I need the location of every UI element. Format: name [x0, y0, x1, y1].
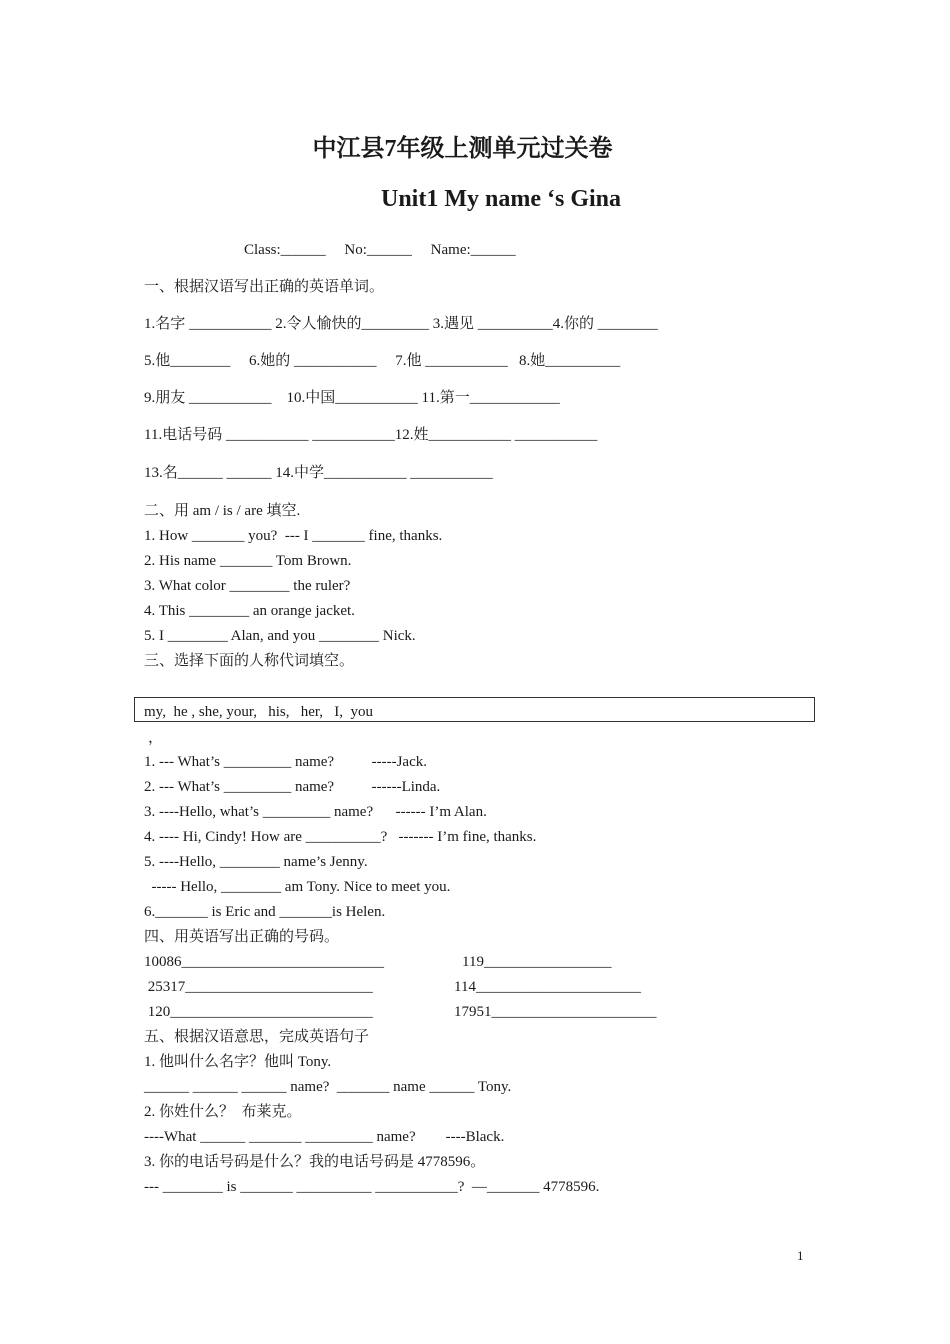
- exercise-line: 11.电话号码 ___________ ___________12.姓___________ ___________: [144, 427, 598, 443]
- section-heading: 三、选择下面的人称代词填空。: [144, 653, 355, 669]
- page-title: 中江县7年级上测单元过关卷: [312, 136, 613, 162]
- stray-comma: ，: [148, 730, 164, 746]
- exercise-line: 1. How _______ you? --- I _______ fine, thanks.: [144, 528, 443, 544]
- exercise-line: 6._______ is Eric and _______is Helen.: [144, 904, 386, 920]
- number-item: 25317_________________________: [144, 979, 373, 995]
- exercise-line: 3. ----Hello, what’s _________ name? ------ I’m Alan.: [144, 804, 487, 820]
- number-item: 119_________________: [462, 954, 612, 970]
- exercise-line: 1. --- What’s _________ name? -----Jack.: [144, 754, 427, 770]
- exercise-line: 13.名______ ______ 14.中学___________ ___________: [144, 465, 493, 481]
- exercise-line: 3. 你的电话号码是什么？我的电话号码是 4778596。: [144, 1154, 486, 1170]
- unit-subtitle: Unit1 My name ‘s Gina: [381, 186, 621, 212]
- exercise-line: 4. This ________ an orange jacket.: [144, 603, 355, 619]
- exercise-line: 5. ----Hello, ________ name’s Jenny.: [144, 854, 368, 870]
- section-heading: 五、根据汉语意思，完成英语句子: [144, 1029, 370, 1045]
- exercise-line: 9.朋友 ___________ 10.中国___________ 11.第一____________: [144, 390, 560, 406]
- number-item: 17951______________________: [454, 1004, 657, 1020]
- exercise-line: 3. What color ________ the ruler?: [144, 578, 351, 594]
- section-heading: 四、用英语写出正确的号码。: [144, 929, 340, 945]
- exercise-line: ______ ______ ______ name? _______ name ______ Tony.: [144, 1079, 512, 1095]
- exercise-line: 5.他________ 6.她的 ___________ 7.他 ___________ 8.她__________: [144, 353, 621, 369]
- exercise-line: ----What ______ _______ _________ name? ----Black.: [144, 1129, 505, 1145]
- page-number: 1: [797, 1248, 804, 1263]
- student-info-line: Class:______ No:______ Name:______: [244, 242, 516, 258]
- exercise-line: 2. --- What’s _________ name? ------Linda.: [144, 779, 441, 795]
- exercise-line: 1. 他叫什么名字？他叫 Tony.: [144, 1054, 332, 1070]
- exercise-line: --- ________ is _______ __________ ___________? —_______ 4778596.: [144, 1179, 600, 1195]
- exercise-line: ----- Hello, ________ am Tony. Nice to meet you.: [144, 879, 451, 895]
- exercise-line: 2. His name _______ Tom Brown.: [144, 553, 352, 569]
- word-bank: my, he , she, your, his, her, I, you: [144, 704, 374, 720]
- exercise-line: 5. I ________ Alan, and you ________ Nick.: [144, 628, 416, 644]
- section-heading: 一、根据汉语写出正确的英语单词。: [144, 279, 385, 295]
- exercise-line: 4. ---- Hi, Cindy! How are __________? ------- I’m fine, thanks.: [144, 829, 537, 845]
- exercise-line: 1.名字 ___________ 2.令人愉快的_________ 3.遇见 __________4.你的 ________: [144, 316, 658, 332]
- number-item: 114______________________: [454, 979, 641, 995]
- number-item: 10086___________________________: [144, 954, 384, 970]
- number-item: 120___________________________: [144, 1004, 373, 1020]
- exercise-line: 2. 你姓什么？ 布莱克。: [144, 1104, 302, 1120]
- section-heading: 二、用 am / is / are 填空.: [144, 503, 301, 519]
